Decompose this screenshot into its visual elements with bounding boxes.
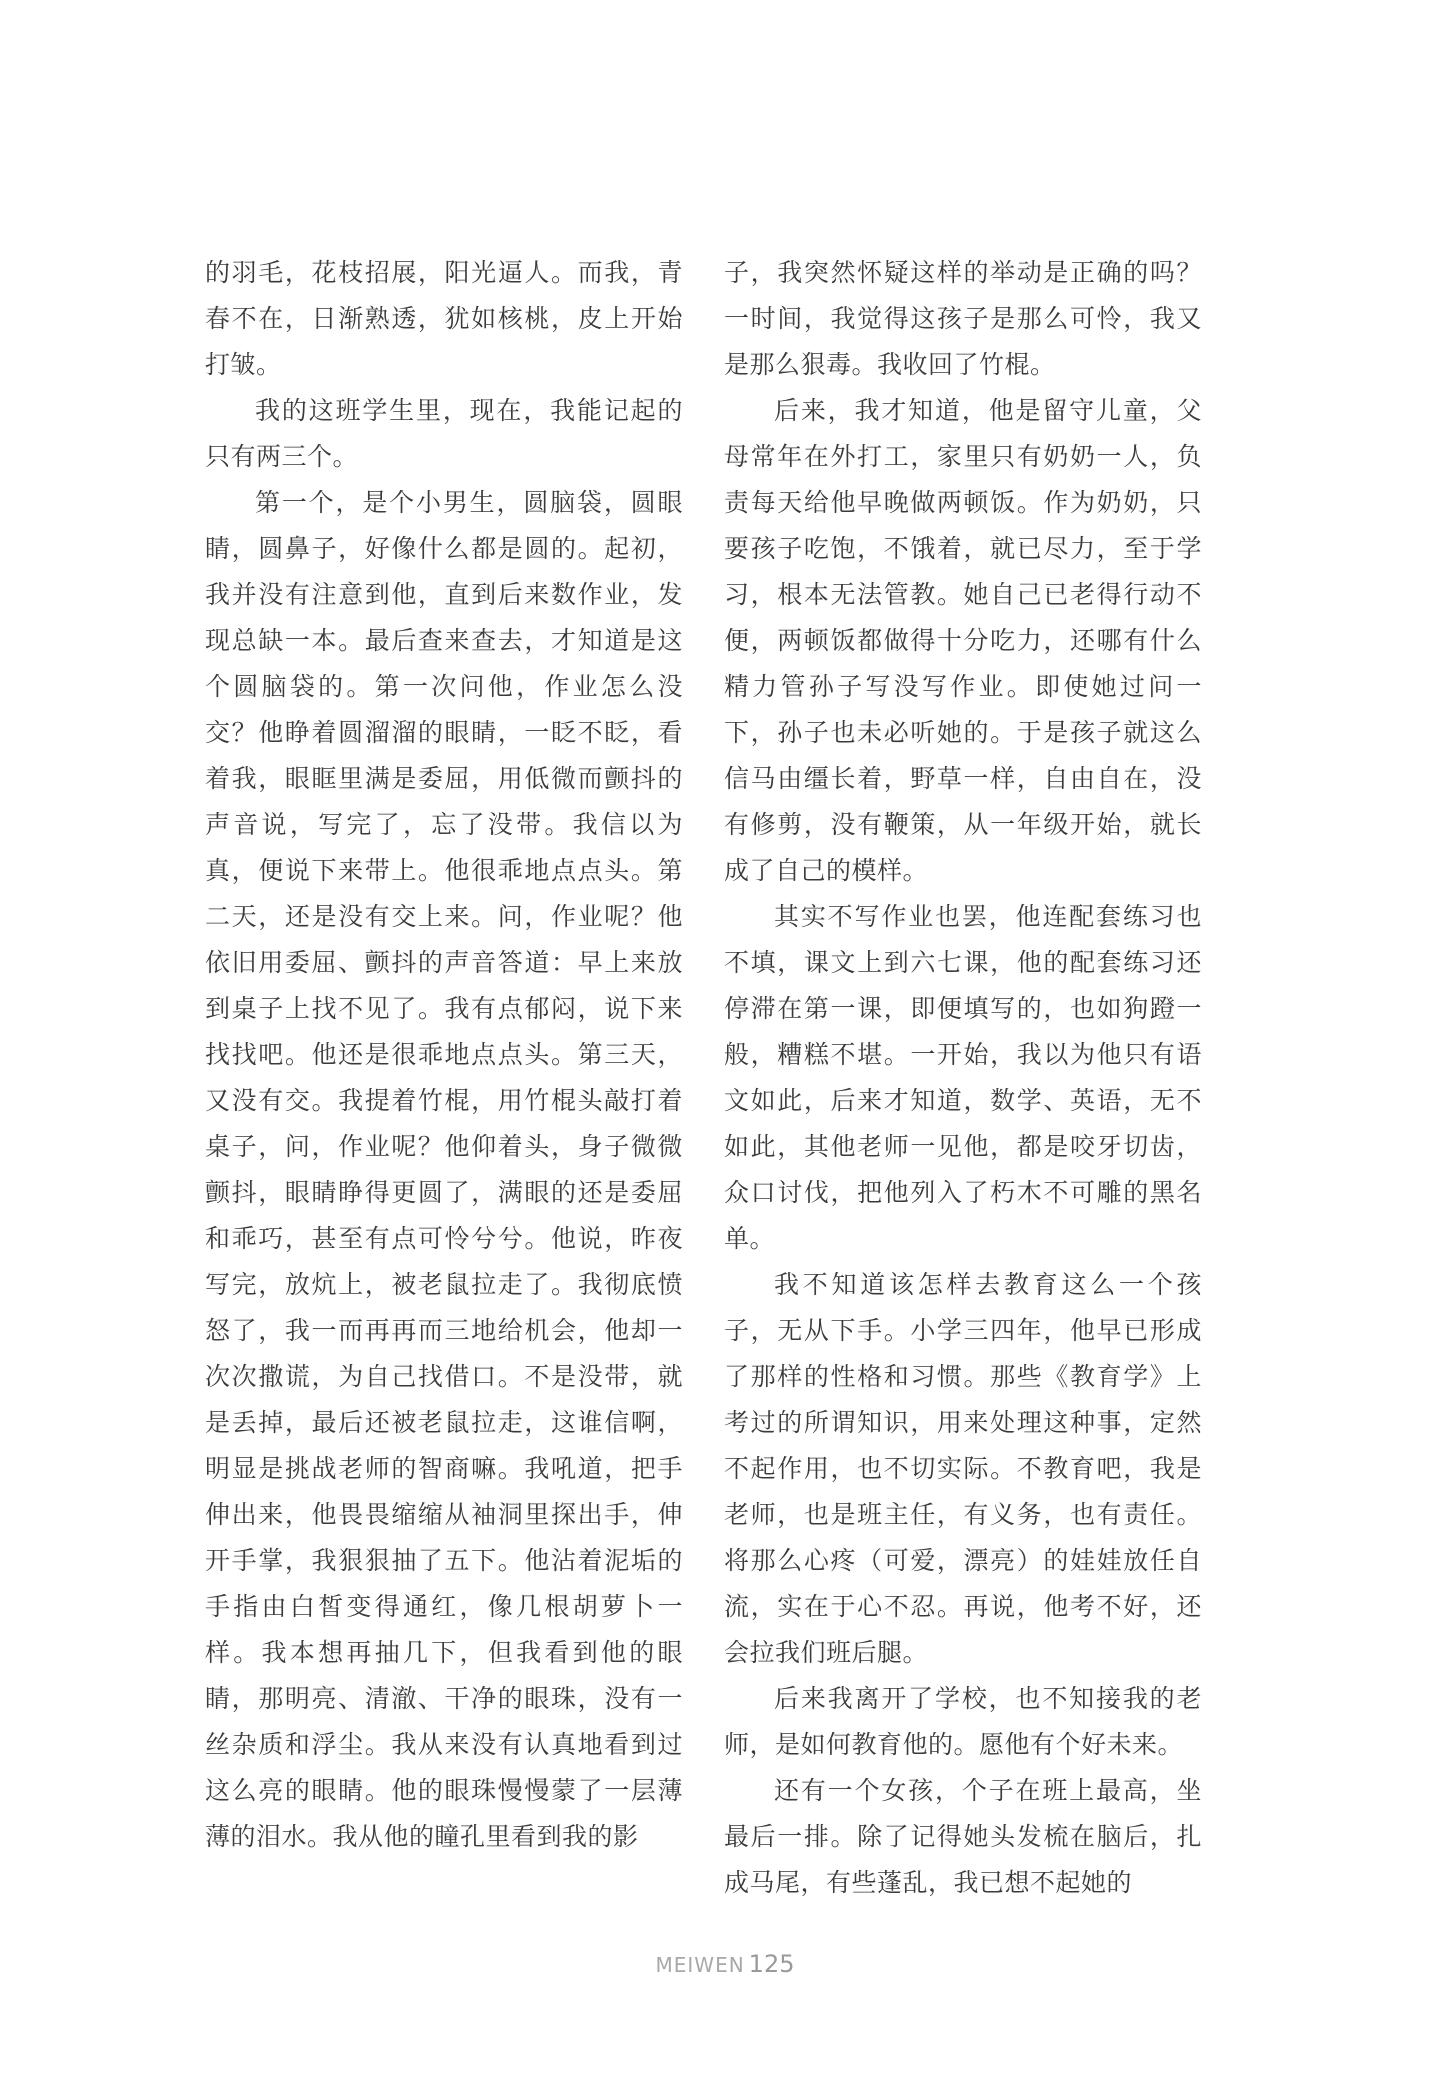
page-number: 125 xyxy=(748,1950,795,1978)
left-column xyxy=(205,250,683,1860)
paragraph: 其实不写作业也罢，他连配套练习也不填，课文上到六七课，他的配套练习还停滞在第一课，即便填写的，也如狗蹬一般，糟糕不堪。一开始，我以为他只有语文如此，后来才知道，数学、英语，无不如此，其他老师一见他，都是咬牙切齿，众口讨伐，把他列入了朽木不可雕的黑名单。 xyxy=(724,902,1202,1253)
paragraph: 还有一个女孩，个子在班上最高，坐最后一排。除了记得她头发梳在脑后，扎成马尾，有些蓬乱，我已想不起她的 xyxy=(724,1776,1202,1897)
magazine-brand: MEIWEN xyxy=(655,1953,745,1977)
page-footer xyxy=(0,1950,1450,1978)
right-column xyxy=(724,250,1202,1906)
paragraph: 的羽毛，花枝招展，阳光逼人。而我，青春不在，日渐熟透，犹如核桃，皮上开始打皱。 xyxy=(205,258,683,379)
paragraph: 我的这班学生里，现在，我能记起的只有两三个。 xyxy=(205,396,683,471)
paragraph: 后来我离开了学校，也不知接我的老师，是如何教育他的。愿他有个好未来。 xyxy=(724,1684,1202,1759)
paragraph: 子，我突然怀疑这样的举动是正确的吗？一时间，我觉得这孩子是那么可怜，我又是那么狠毒。我收回了竹棍。 xyxy=(724,258,1202,379)
paragraph: 后来，我才知道，他是留守儿童，父母常年在外打工，家里只有奶奶一人，负责每天给他早晚做两顿饭。作为奶奶，只要孩子吃饱，不饿着，就已尽力，至于学习，根本无法管教。她自己已老得行动不便，两顿饭都做得十分吃力，还哪有什么精力管孙子写没写作业。即使她过问一下，孙子也未必听她的。于是孩子就这么信马由缰长着，野草一样，自由自在，没有修剪，没有鞭策，从一年级开始，就长成了自己的模样。 xyxy=(724,396,1202,885)
paragraph: 第一个，是个小男生，圆脑袋，圆眼睛，圆鼻子，好像什么都是圆的。起初，我并没有注意到他，直到后来数作业，发现总缺一本。最后查来查去，才知道是这个圆脑袋的。第一次问他，作业怎么没交？他睁着圆溜溜的眼睛，一眨不眨，看着我，眼眶里满是委屈，用低微而颤抖的声音说，写完了，忘了没带。我信以为真，便说下来带上。他很乖地点点头。第二天，还是没有交上来。问，作业呢？他依旧用委屈、颤抖的声音答道：早上来放到桌子上找不见了。我有点郁闷，说下来找找吧。他还是很乖地点点头。第三天，又没有交。我提着竹棍，用竹棍头敲打着桌子，问，作业呢？他仰着头，身子微微颤抖，眼睛睁得更圆了，满眼的还是委屈和乖巧，甚至有点可怜兮兮。他说，昨夜写完，放炕上，被老鼠拉走了。我彻底愤怒了，我一而再再而三地给机会，他却一次次撒谎，为自己找借口。不是没带，就是丢掉，最后还被老鼠拉走，这谁信啊，明显是挑战老师的智商嘛。我吼道，把手伸出来，他畏畏缩缩从袖洞里探出手，伸开手掌，我狠狠抽了五下。他沾着泥垢的手指由白皙变得通红，像几根胡萝卜一样。我本想再抽几下，但我看到他的眼睛，那明亮、清澈、干净的眼珠，没有一丝杂质和浮尘。我从来没有认真地看到过这么亮的眼睛。他的眼珠慢慢蒙了一层薄薄的泪水。我从他的瞳孔里看到我的影 xyxy=(205,488,683,1851)
paragraph: 我不知道该怎样去教育这么一个孩子，无从下手。小学三四年，他早已形成了那样的性格和习惯。那些《教育学》上考过的所谓知识，用来处理这种事，定然不起作用，也不切实际。不教育吧，我是老师，也是班主任，有义务，也有责任。将那么心疼（可爱，漂亮）的娃娃放任自流，实在于心不忍。再说，他考不好，还会拉我们班后腿。 xyxy=(724,1270,1202,1667)
